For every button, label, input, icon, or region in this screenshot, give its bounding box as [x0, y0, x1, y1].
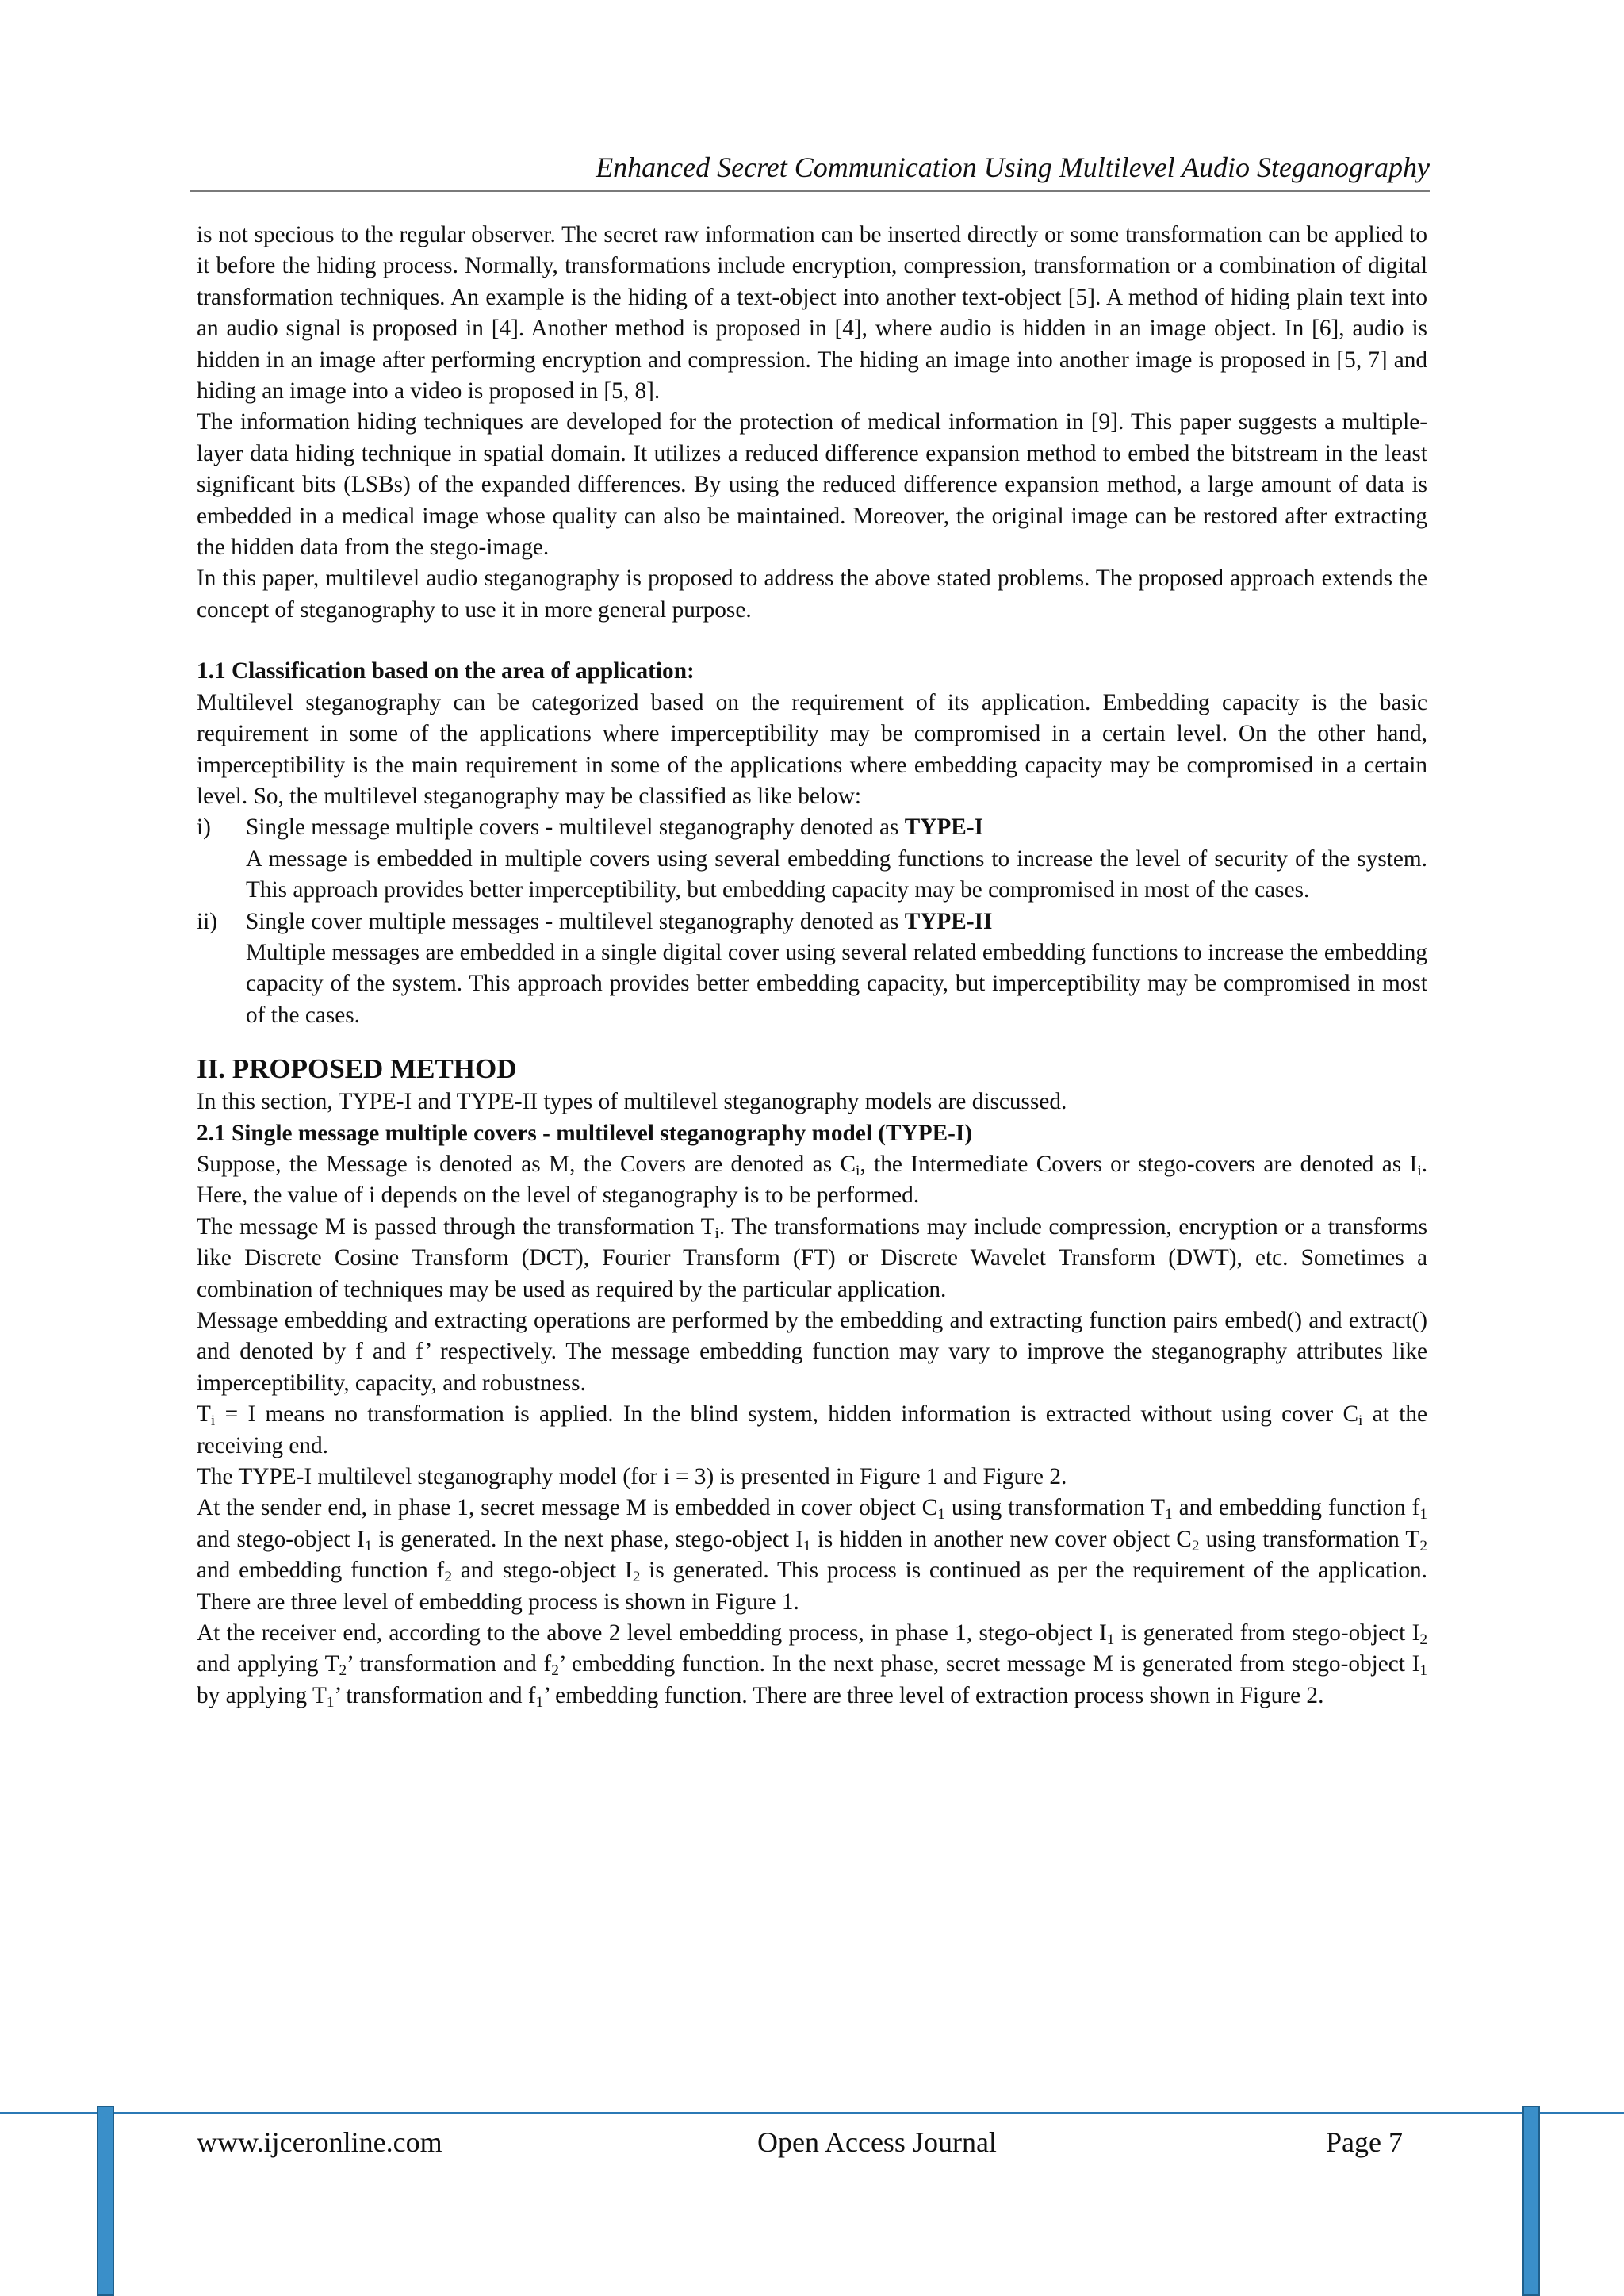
- list-number: ii): [197, 908, 218, 934]
- paragraph-model-intro: The TYPE-I multilevel steganography model (for i = 3) is presented in Figure 1 and Figure 2.: [197, 1464, 1067, 1490]
- list-item-desc: A message is embedded in multiple covers using several embedding functions to increase the level of security of the system. This approach provides better imperceptibility, but embedding capacity may be compromised in most of the cases.: [246, 845, 1427, 903]
- list-item-title: Single message multiple covers - multilevel steganography denoted as TYPE-I: [246, 815, 983, 841]
- list-item-type-1: [197, 812, 1427, 906]
- running-header: Enhanced Secret Communication Using Multilevel Audio Steganography: [596, 151, 1430, 183]
- page-number: Page 7: [1326, 2126, 1403, 2158]
- footer-left-bar: [97, 2106, 114, 2296]
- paragraph-transformation: The message M is passed through the transformation $T_i$. The transformations may include compression, encryption or a transforms like Discrete Cosine Transform (DCT), Fourier Transform (FT) or Discrete Wavelet Transform (DWT), etc. Sometimes a combination of techniques may be used as required by the particular application.: [197, 1213, 1427, 1302]
- paragraph-notation: Suppose, the Message is denoted as M, the Covers are denoted as $C_i$, the Intermediate Covers or stego-covers are denoted as $I_i$. Here, the value of i depends on the level of steganography is to be performed.: [197, 1151, 1428, 1209]
- section-2-1-heading: 2.1 Single message multiple covers - multilevel steganography model (TYPE-I): [197, 1120, 973, 1146]
- footer-url: www.ijceronline.com: [197, 2126, 442, 2158]
- footer-journal: Open Access Journal: [757, 2126, 997, 2158]
- list-number: i): [197, 815, 211, 841]
- section-2-title: II. PROPOSED METHOD: [197, 1053, 517, 1085]
- footer-right-bar: [1522, 2106, 1540, 2296]
- list-item-desc: Multiple messages are embedded in a single digital cover using several related embedding functions to increase the embedding capacity of the system. This approach provides better embedding capacity, but imperceptibility may be compromised in most of the cases.: [246, 939, 1427, 1028]
- paragraph-sender: At the sender end, in phase 1, secret message M is embedded in cover object $C_1$ using transformation $T_1$ and embedding function $f_1$ and stego-object $I_1$ is generated. In the next phase, stego-object $I_1$ is hidden in another new cover object $C_2$ using transformation $T_2$ and embedding function $f_2$ and stego-object $I_2$ is generated. This process is continued as per the requirement of the application. There are three level of embedding process is shown in Figure 1.: [197, 1495, 1428, 1615]
- classification-intro: Multilevel steganography can be categorized based on the requirement of its application. Embedding capacity is the basic requirement in some of the applications where imperceptibility may be compromised in a certain level. On the other hand, imperceptibility is the main requirement in some of the applications where embedding capacity may be compromised in a certain level. So, the multilevel steganography may be classified as like below:: [197, 689, 1427, 809]
- paragraph-embedding: Message embedding and extracting operations are performed by the embedding and extracting function pairs embed() and extract() and denoted by f and f’ respectively. The message embedding function may vary to improve the steganography attributes like imperceptibility, capacity, and robustness.: [197, 1308, 1427, 1396]
- header-rule: [190, 190, 1430, 192]
- type-label: TYPE-I: [904, 815, 983, 841]
- paragraph-receiver: At the receiver end, according to the above 2 level embedding process, in phase 1, stego-object $I_1$ is generated from stego-object $I_2$ and applying $T_2$’ transformation and $f_2$’ embedding function. In the next phase, secret message M is generated from stego-object $I_1$ by applying $T_1$’ transformation and $f_1$’ embedding function. There are three level of extraction process shown in Figure 2.: [197, 1620, 1428, 1711]
- list-item-type-2: [197, 907, 1427, 1032]
- paragraph-medical: The information hiding techniques are developed for the protection of medical information in [9]. This paper suggests a multiple-layer data hiding technique in spatial domain. It utilizes a reduced difference expansion method to embed the bitstream in the least significant bits (LSBs) of the expanded differences. By using the reduced difference expansion method, a large amount of data is embedded in a medical image whose quality can also be maintained. Moreover, the original image can be restored after extracting the hidden data from the stego-image.: [197, 409, 1427, 561]
- footer-rule: [0, 2112, 1624, 2114]
- section-1-1-heading: 1.1 Classification based on the area of application:: [197, 658, 695, 684]
- type-label: TYPE-II: [904, 908, 993, 934]
- page-body: [197, 220, 1427, 1711]
- paragraph-intro: is not specious to the regular observer. The secret raw information can be inserted directly or some transformation can be applied to it before the hiding process. Normally, transformations include encryption, compression, transformation or a combination of digital transformation techniques. An example is the hiding of a text-object into another text-object [5]. A method of hiding plain text into an audio signal is proposed in [4]. Another method is proposed in [4], where audio is hidden in an image object. In [6], audio is hidden in an image after performing encryption and compression. The hiding an image into another image is proposed in [5, 7] and hiding an image into a video is proposed in [5, 8].: [197, 222, 1427, 404]
- list-item-title: Single cover multiple messages - multilevel steganography denoted as TYPE-II: [246, 908, 993, 934]
- paragraph-blind-system: $T_i = I$ means no transformation is applied. In the blind system, hidden information is extracted without using cover $C_i$ at the receiving end.: [197, 1401, 1427, 1458]
- section-2-intro: In this section, TYPE-I and TYPE-II types of multilevel steganography models are discussed.: [197, 1089, 1067, 1115]
- paragraph-proposal: In this paper, multilevel audio steganography is proposed to address the above stated problems. The proposed approach extends the concept of steganography to use it in more general purpose.: [197, 565, 1427, 623]
